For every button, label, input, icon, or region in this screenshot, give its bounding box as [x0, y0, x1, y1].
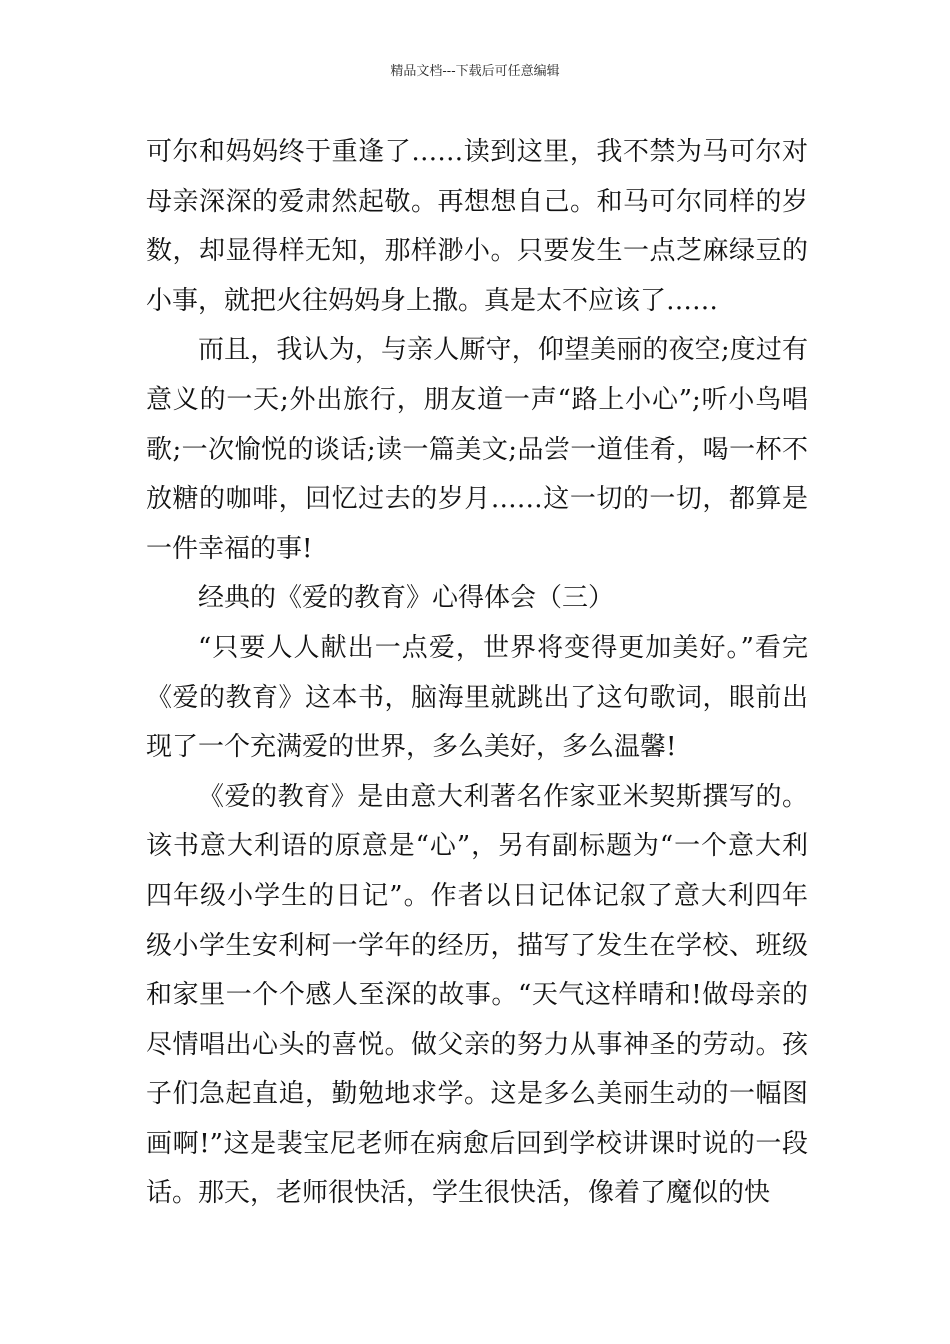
document-body: [146, 128, 808, 1219]
paragraph-book-description: 《爱的教育》是由意大利著名作家亚米契斯撰写的。该书意大利语的原意是“心”，另有副标题为“一个意大利四年级小学生的日记”。作者以日记体记叙了意大利四年级小学生安利柯一学年的经历，描写了发生在学校、班级和家里一个个感人至深的故事。“天气这样晴和!做母亲的尽情唱出心头的喜悦。做父亲的努力从事神圣的劳动。孩子们急起直追，勤勉地求学。这是多么美丽生动的一幅图画啊!”这是裴宝尼老师在病愈后回到学校讲课时说的一段话。那天，老师很快活，学生很快活，像着了魔似的快: [146, 781, 808, 1209]
paragraph-continuation: 可尔和妈妈终于重逢了……读到这里，我不禁为马可尔对母亲深深的爱肃然起敬。再想想自己。和马可尔同样的岁数，却显得样无知，那样渺小。只要发生一点芝麻绿豆的小事，就把火往妈妈身上撒。真是太不应该了……: [146, 137, 808, 316]
paragraph-happiness: 而且，我认为，与亲人厮守，仰望美丽的夜空;度过有意义的一天;外出旅行，朋友道一声“路上小心”;听小鸟唱歌;一次愉悦的谈话;读一篇美文;品尝一道佳肴，喝一杯不放糖的咖啡，回忆过去的岁月……这一切的一切，都算是一件幸福的事!: [146, 335, 808, 564]
paragraph-intro: “只要人人献出一点爱，世界将变得更加美好。”看完《爱的教育》这本书，脑海里就跳出了这句歌词，眼前出现了一个充满爱的世界，多么美好，多么温馨!: [146, 632, 808, 763]
section-heading: 经典的《爱的教育》心得体会（三）: [198, 583, 615, 614]
page-header: 精品文档---下载后可任意编辑: [390, 64, 560, 79]
